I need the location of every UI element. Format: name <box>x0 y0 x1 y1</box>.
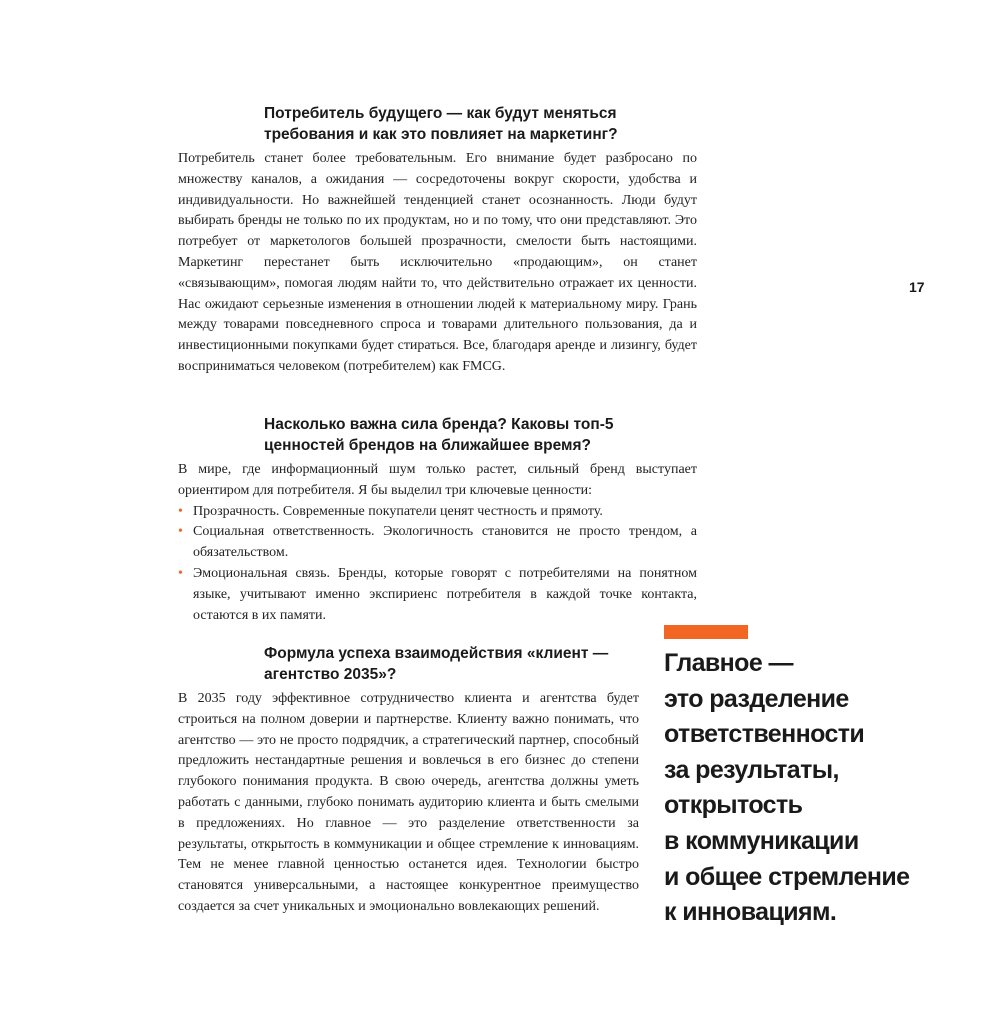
pull-quote-line: и общее стремление <box>664 862 910 891</box>
section-body: В 2035 году эффективное сотрудничество клиента и агентства будет строиться на полном доверии и партнерстве. Клиенту важно понимать, что агентство — это не просто подрядчик, а стратегический партнер, способный предложить нестандартные решения и вовлечься в его бизнес до степени глубокого понимания продукта. В свою очередь, агентства должны уметь работать с данными, глубоко понимать аудиторию клиента и быть смелыми в предложениях. Но главное — это разделение ответственности за результаты, открытость в коммуникации и общее стремление к инновациям. Тем не менее главной ценностью останется идея. Технологии быстро становятся универсальными, а настоящее конкурентное преимущество создается за счет уникальных и эмоционально вовлекающих решений. <box>178 691 639 914</box>
section-brand-strength <box>178 414 697 626</box>
bullet-icon: • <box>178 565 183 581</box>
values-list <box>178 502 697 627</box>
pull-quote-line: Главное — <box>664 649 793 677</box>
section-heading: Потребитель будущего — как будут меняться требования и как это повлияет на маркетинг? <box>264 105 618 143</box>
pull-quote-line: за результаты, <box>664 755 839 784</box>
list-item: • Социальная ответственность. Экологичность становится не просто трендом, а обязательством. <box>178 524 697 561</box>
pull-quote-line: к инновациям. <box>664 898 837 927</box>
pull-quote-line: ответственности <box>664 720 865 749</box>
section-success-formula <box>178 643 639 918</box>
pull-quote-line: в коммуникации <box>664 826 859 855</box>
section-heading: Насколько важна сила бренда? Каковы топ-5 ценностей брендов на ближайшее время? <box>264 416 614 454</box>
section-body: В мире, где информационный шум только растет, сильный бренд выступает ориентиром для потребителя. Я бы выделил три ключевые ценности: <box>178 462 697 498</box>
section-body: Потребитель станет более требовательным. Его внимание будет разбросано по множеству каналов, а ожидания — сосредоточены вокруг скорости, удобства и индивидуальности. Но важнейшей тенденцией станет осознанность. Люди будут выбирать бренды не только по их продуктам, но и по тому, что они представляют. Это потребует от маркетологов большей прозрачности, смелости быть настоящими. Маркетинг перестанет быть исключительно «продающим», он станет «связывающим», помогая людям найти то, что действительно отражает их ценности. Нас ожидают серьезные изменения в отношении людей к материальному миру. Грань между товарами повседневного спроса и товарами длительного пользования, да и инвестиционными покупками будет стираться. Все, благодаря аренде и лизингу, будет восприниматься человеком (потребителем) как FMCG. <box>178 151 697 374</box>
pull-quote-line: открытость <box>664 791 803 820</box>
quote-accent-bar <box>664 625 748 639</box>
section-heading: Формула успеха взаимодействия «клиент — агентство 2035»? <box>264 645 609 683</box>
pull-quote <box>664 646 964 931</box>
bullet-icon: • <box>178 503 183 519</box>
section-consumer-future <box>178 103 697 378</box>
list-item: • Прозрачность. Современные покупатели ценят честность и прямоту. <box>178 502 697 523</box>
pull-quote-line: это разделение <box>664 684 849 713</box>
page-number: 17 <box>909 279 925 295</box>
bullet-icon: • <box>178 524 183 540</box>
list-item: • Эмоциональная связь. Бренды, которые говорят с потребителями на понятном языке, учитывают именно экспириенс потребителя в каждой точке контакта, остаются в их памяти. <box>178 565 697 623</box>
